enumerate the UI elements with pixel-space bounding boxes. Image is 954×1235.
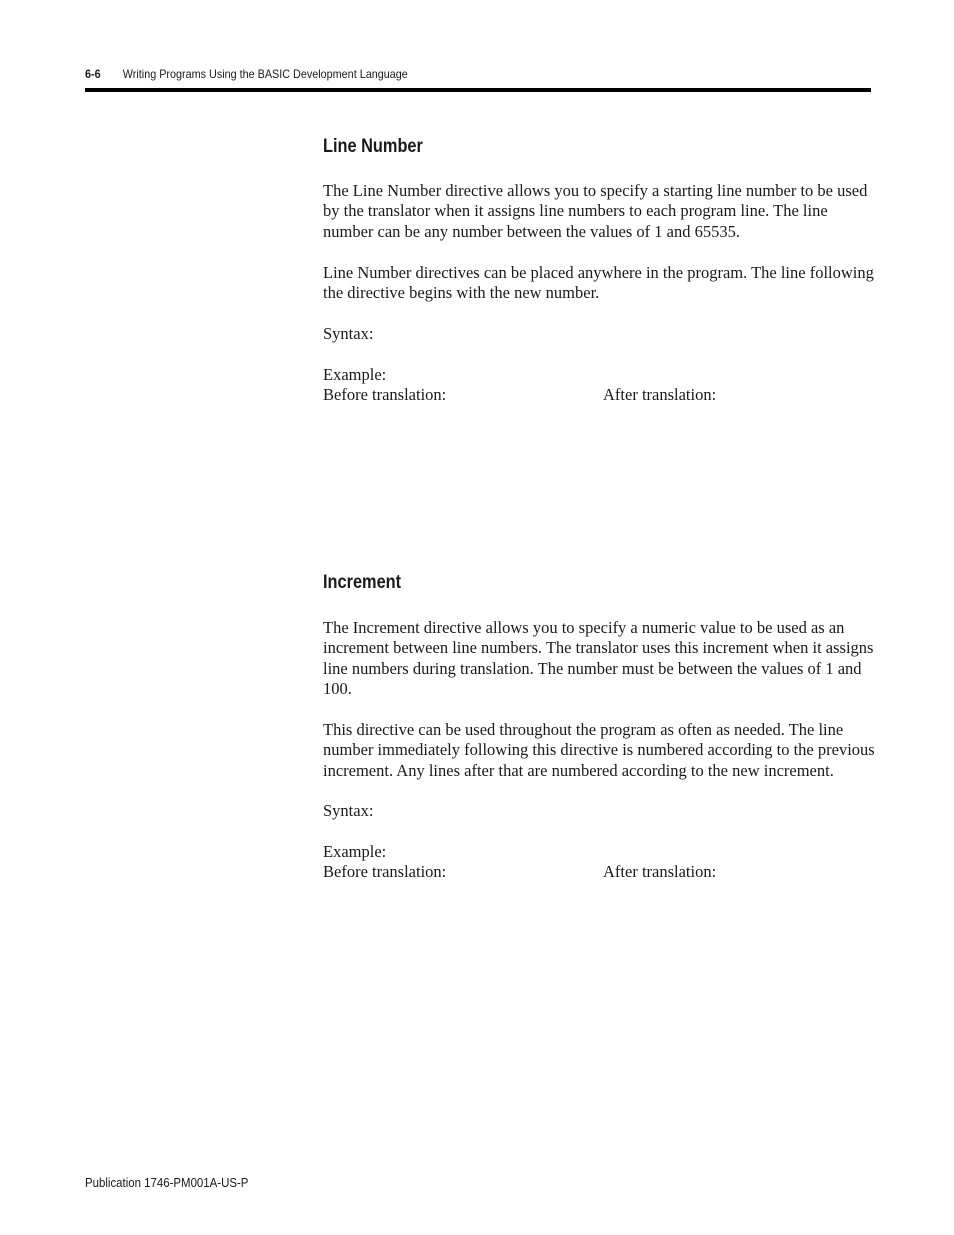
publication-footer: Publication 1746-PM001A-US-P [85, 1175, 249, 1190]
line-number-before-label: Before translation: [323, 385, 447, 404]
line-number-syntax-label: Syntax: [323, 324, 374, 343]
line-number-paragraph-1: The Line Number directive allows you to specify a starting line number to be used by the translator when it assigns line numbers to each program line. The line number can be any number between the values of 1 and 65535. [323, 181, 868, 241]
increment-after-label: After translation: [603, 862, 717, 881]
line-number-translation-row [323, 385, 878, 405]
header-rule [85, 88, 871, 92]
line-number-after-label: After translation: [603, 385, 717, 404]
line-number-paragraph-2: Line Number directives can be placed anywhere in the program. The line following the directive begins with the new number. [323, 263, 874, 303]
increment-translation-row [323, 862, 878, 882]
line-number-example-label: Example: [323, 365, 387, 384]
chapter-title: Writing Programs Using the BASIC Development Language [122, 67, 408, 81]
running-header [85, 66, 792, 86]
increment-paragraph-2: This directive can be used throughout the program as often as needed. The line number immediately following this directive is numbered according to the previous increment. Any lines after that are numbered according to the new increment. [323, 720, 875, 780]
section-heading-increment: Increment [323, 572, 402, 593]
page-number: 6-6 [85, 67, 101, 81]
increment-before-label: Before translation: [323, 862, 447, 881]
section-heading-line-number: Line Number [323, 136, 423, 157]
increment-paragraph-1: The Increment directive allows you to specify a numeric value to be used as an increment between line numbers. The translator uses this increment when it assigns line numbers during translation. The number must be between the values of 1 and 100. [323, 618, 874, 699]
increment-example-label: Example: [323, 842, 387, 861]
increment-syntax-label: Syntax: [323, 801, 374, 820]
